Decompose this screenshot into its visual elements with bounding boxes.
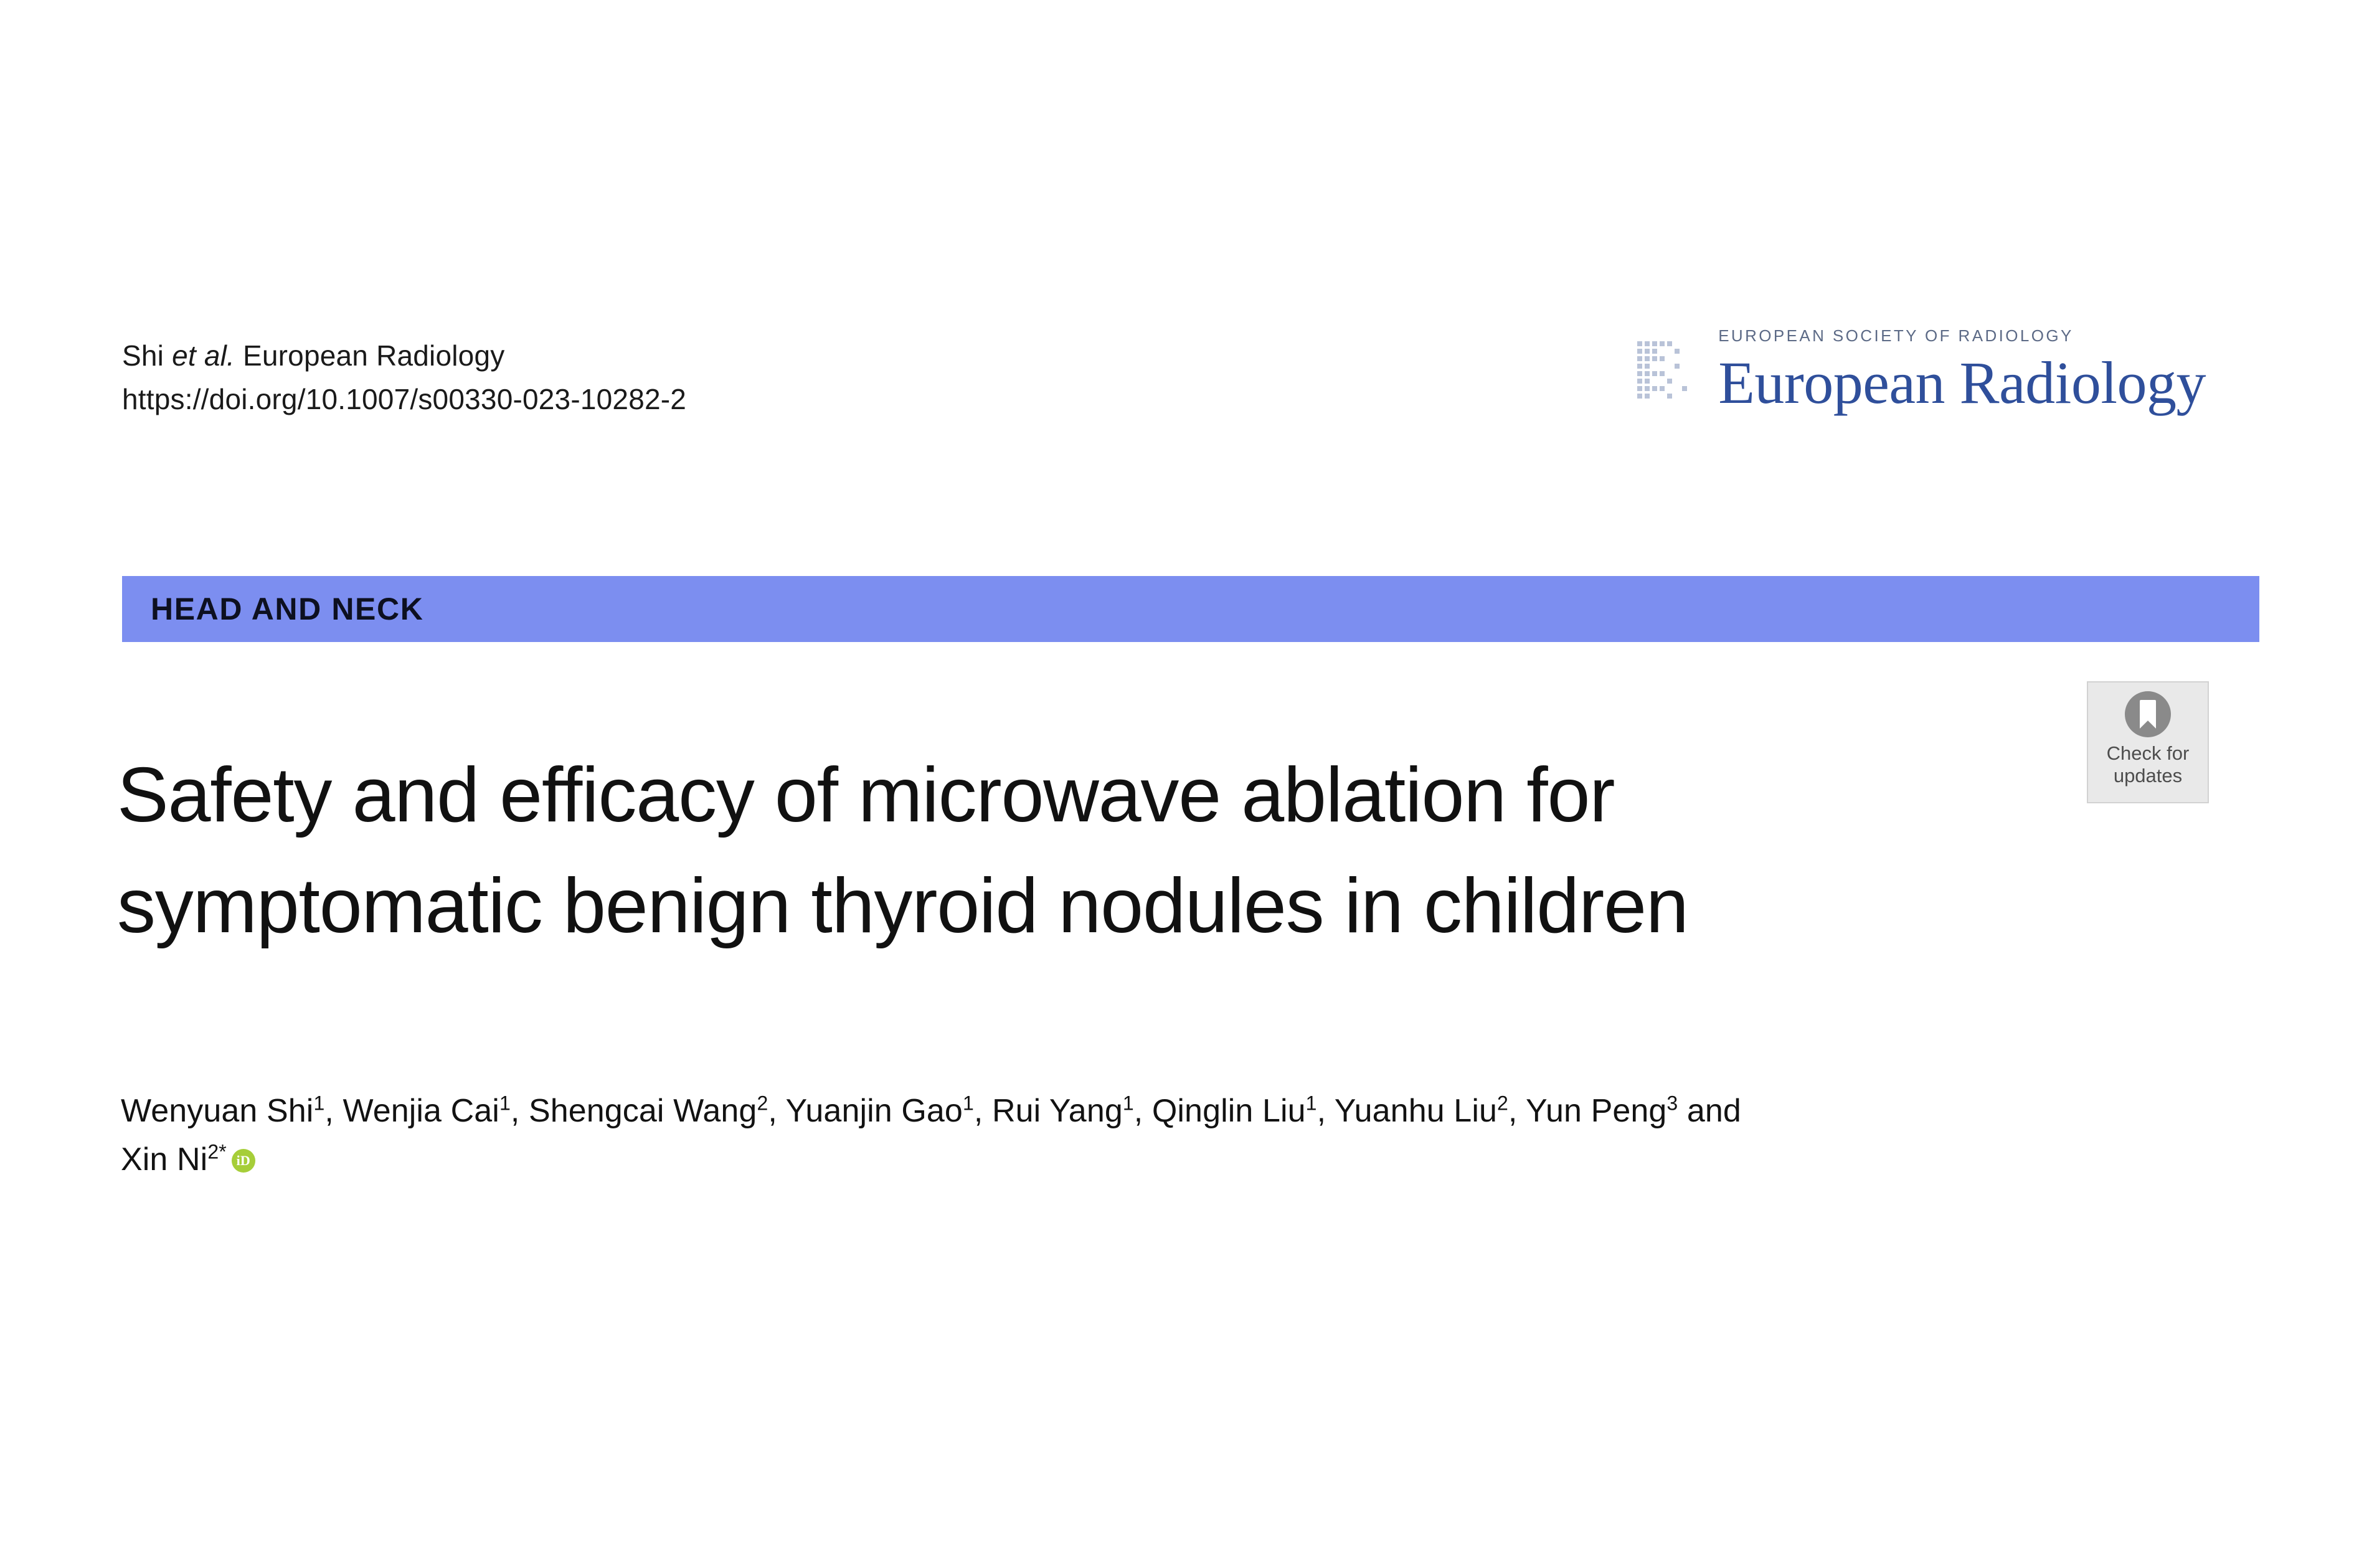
journal-title: European Radiology — [1718, 349, 2206, 416]
crossmark-label — [2107, 742, 2190, 787]
citation-italic: et al. — [172, 339, 235, 372]
check-for-updates-badge[interactable] — [2087, 681, 2209, 803]
orcid-icon[interactable] — [232, 1149, 255, 1173]
author-8-affil: 3 — [1666, 1092, 1678, 1115]
author-8: , Yun Peng — [1508, 1093, 1667, 1129]
journal-logo-block — [1635, 326, 2206, 415]
citation-suffix: European Radiology — [235, 339, 505, 372]
author-7: , Yuanhu Liu — [1316, 1093, 1497, 1129]
citation-prefix: Shi — [122, 339, 173, 372]
author-1: Wenyuan Shi — [121, 1093, 314, 1129]
crossmark-label-line2: updates — [2113, 765, 2183, 786]
crossmark-label-line1: Check for — [2106, 742, 2190, 764]
author-2-affil: 1 — [499, 1092, 511, 1115]
running-head-citation — [122, 336, 994, 375]
author-6-affil: 1 — [1305, 1092, 1317, 1115]
author-9: Xin Ni — [121, 1141, 208, 1178]
section-banner — [122, 576, 2259, 642]
author-3: , Shengcai Wang — [510, 1093, 757, 1129]
section-label: HEAD AND NECK — [151, 592, 424, 626]
author-list — [121, 1087, 2251, 1184]
crossmark-icon — [2125, 691, 2171, 737]
journal-text — [1718, 326, 2206, 415]
author-4-affil: 1 — [962, 1092, 974, 1115]
author-5: , Rui Yang — [973, 1093, 1123, 1129]
author-2: , Wenjia Cai — [324, 1093, 499, 1129]
society-name: EUROPEAN SOCIETY OF RADIOLOGY — [1718, 326, 2074, 345]
authors-conjunction: and — [1678, 1093, 1741, 1129]
page-title: Safety and efficacy of microwave ablation for symptomatic benign thyroid nodules in children — [117, 752, 1688, 950]
author-4: , Yuanjin Gao — [768, 1093, 963, 1129]
running-head — [122, 336, 994, 418]
author-3-affil: 2 — [757, 1092, 768, 1115]
doi-link[interactable]: https://doi.org/10.1007/s00330-023-10282-2 — [122, 383, 687, 415]
esr-logo-icon — [1635, 339, 1702, 406]
author-7-affil: 2 — [1497, 1092, 1508, 1115]
author-1-affil: 1 — [313, 1092, 325, 1115]
author-5-affil: 1 — [1122, 1092, 1134, 1115]
author-9-affil: 2* — [207, 1140, 227, 1163]
author-6: , Qinglin Liu — [1133, 1093, 1306, 1129]
